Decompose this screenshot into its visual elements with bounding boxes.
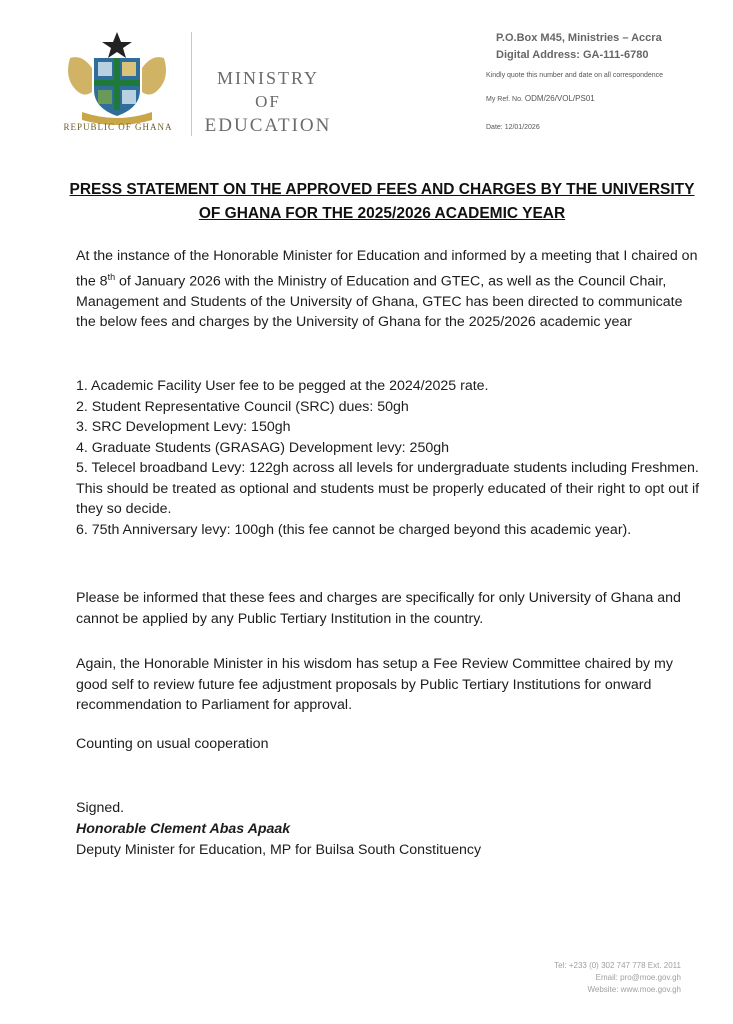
ghana-coat-of-arms-icon bbox=[62, 28, 172, 128]
intro-superscript: th bbox=[107, 271, 116, 282]
list-item: 1. Academic Facility User fee to be pegged at the 2024/2025 rate. bbox=[76, 378, 489, 394]
list-item: 2. Student Representative Council (SRC) dues: 50gh bbox=[76, 398, 409, 415]
intro-paragraph bbox=[76, 246, 706, 333]
date-value: 12/01/2026 bbox=[504, 124, 540, 131]
letter-date bbox=[486, 124, 540, 131]
republic-of-ghana-label: REPUBLIC OF GHANA bbox=[63, 122, 173, 132]
list-item: 5. Telecel broadband Levy: 122gh across all levels for undergraduate students including Freshmen. This should be treated as optional and students must be properly educated of their right to opt out if they so decide. bbox=[76, 460, 700, 517]
intro-text-pre: At the instance of the Honorable Minister for Education and informed by a meeting that I chaired on the 8 bbox=[76, 248, 698, 290]
fees-list bbox=[76, 376, 706, 540]
address-line-2: Digital Address: GA-111-6780 bbox=[496, 49, 649, 61]
letter-page bbox=[10, 8, 723, 1016]
date-label: Date: bbox=[486, 124, 503, 131]
address-line-1: P.O.Box M45, Ministries – Accra bbox=[496, 32, 662, 44]
press-statement-title: PRESS STATEMENT ON THE APPROVED FEES AND CHARGES BY THE UNIVERSITY OF GHANA FOR THE 2025/2026 ACADEMIC YEAR bbox=[69, 181, 695, 222]
list-item: 3. SRC Development Levy: 150gh bbox=[76, 419, 291, 435]
fee-review-committee-paragraph: Again, the Honorable Minister in his wisdom has setup a Fee Review Committee chaired by my good self to review future fee adjustment proposals by Public Tertiary Institutions for onward recommendation to Parliament for approval. bbox=[76, 656, 673, 713]
intro-text-post: of January 2026 with the Ministry of Education and GTEC, as well as the Council Chair, Management and Students of the University of Ghana, GTEC has been directed to communicate the below fees and charges by the University of Ghana for the 2025/2026 academic year bbox=[76, 273, 683, 331]
ministry-line-3: EDUCATION bbox=[204, 115, 332, 136]
footer-tel: Tel: +233 (0) 302 747 778 Ext. 2011 bbox=[554, 961, 681, 970]
signatory-role: Deputy Minister for Education, MP for Builsa South Constituency bbox=[76, 842, 482, 858]
ministry-line-1: MINISTRY bbox=[216, 68, 319, 88]
closing-line: Counting on usual cooperation bbox=[76, 736, 269, 752]
signatory-name: Honorable Clement Abas Apaak bbox=[76, 821, 291, 837]
contact-footer bbox=[554, 960, 681, 996]
quote-note: Kindly quote this number and date on all correspondence bbox=[486, 72, 664, 79]
ministry-logo-text bbox=[198, 66, 338, 138]
footer-email: Email: pro@moe.gov.gh bbox=[595, 973, 681, 982]
ref-label: My Ref. No. bbox=[486, 96, 523, 103]
list-item: 6. 75th Anniversary levy: 100gh (this fee cannot be charged beyond this academic year). bbox=[76, 521, 632, 538]
reference-number bbox=[486, 94, 595, 103]
specific-institution-paragraph: Please be informed that these fees and charges are specifically for only University of Ghana and cannot be applied by any Public Tertiary Institution in the country. bbox=[76, 590, 681, 627]
signature-block bbox=[76, 798, 481, 861]
ministry-line-2: OF bbox=[255, 92, 281, 111]
postal-address bbox=[496, 30, 662, 64]
footer-website: Website: www.moe.gov.gh bbox=[587, 985, 681, 994]
list-item: 4. Graduate Students (GRASAG) Development levy: 250gh bbox=[76, 439, 450, 456]
signed-label: Signed. bbox=[76, 800, 125, 816]
ref-value: ODM/26/VOL/PS01 bbox=[524, 94, 595, 103]
header-divider bbox=[191, 32, 192, 136]
